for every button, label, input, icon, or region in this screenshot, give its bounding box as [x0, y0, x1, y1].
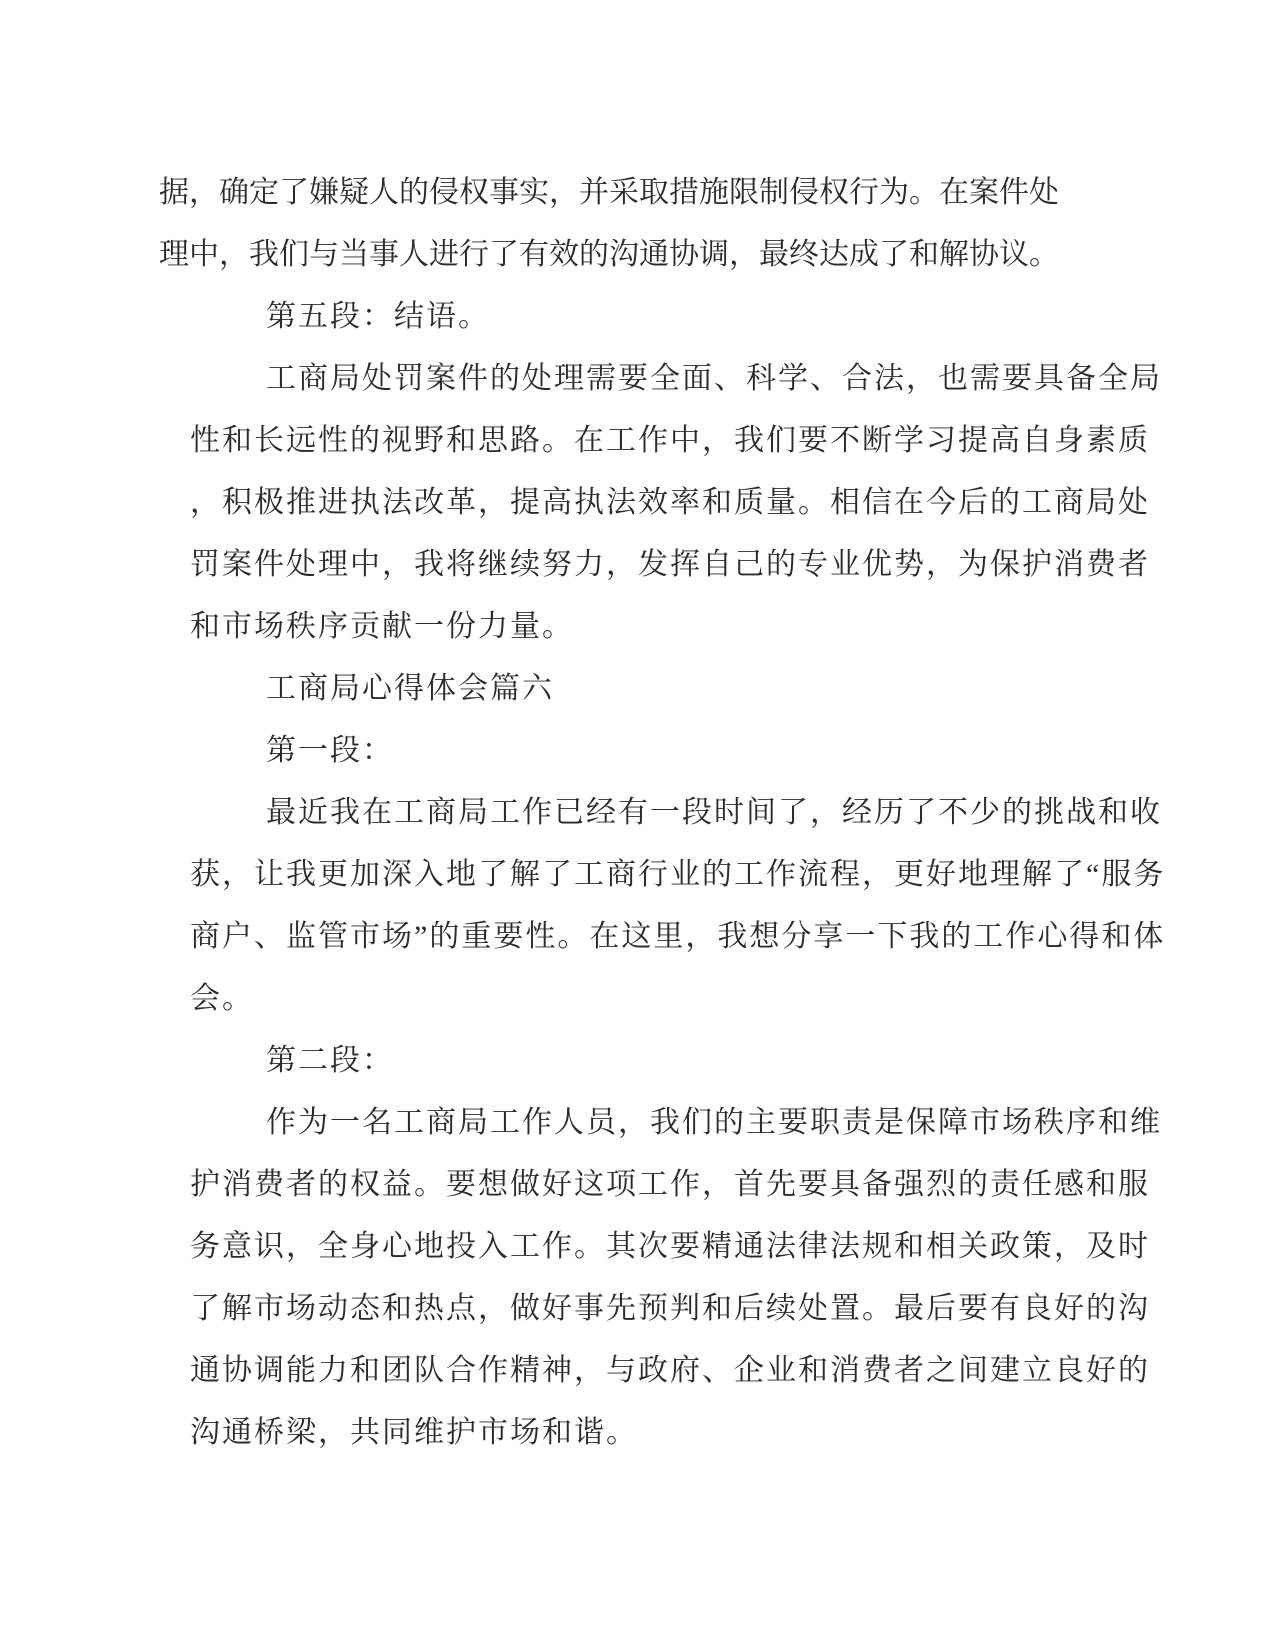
- text-line: 通协调能力和团队合作精神，与政府、企业和消费者之间建立良好的: [190, 1354, 1150, 1387]
- text-line: 第一段：: [266, 734, 394, 767]
- text-line: 会。: [190, 982, 254, 1015]
- document-body: [159, 162, 1169, 1464]
- text-line: 工商局心得体会篇六: [266, 672, 554, 705]
- text-line: 第五段：结语。: [266, 300, 490, 333]
- text-line: 沟通桥梁，共同维护市场和谐。: [190, 1416, 638, 1449]
- text-line: 了解市场动态和热点，做好事先预判和后续处置。最后要有良好的沟: [190, 1292, 1150, 1325]
- text-line: 商户、监管市场”的重要性。在这里，我想分享一下我的工作心得和体: [190, 920, 1166, 953]
- text-line: 护消费者的权益。要想做好这项工作，首先要具备强烈的责任感和服: [190, 1168, 1150, 1201]
- text-line: 最近我在工商局工作已经有一段时间了，经历了不少的挑战和收: [266, 796, 1162, 829]
- text-line: 性和长远性的视野和思路。在工作中，我们要不断学习提高自身素质: [190, 424, 1150, 457]
- text-line: ，积极推进执法改革，提高执法效率和质量。相信在今后的工商局处: [190, 486, 1150, 519]
- text-line: 第二段：: [266, 1044, 394, 1077]
- text-line: 罚案件处理中，我将继续努力，发挥自己的专业优势，为保护消费者: [190, 548, 1150, 581]
- text-line: 和市场秩序贡献一份力量。: [190, 610, 574, 643]
- text-line: 获，让我更加深入地了解了工商行业的工作流程，更好地理解了“服务: [190, 858, 1166, 891]
- text-line: 理中，我们与当事人进行了有效的沟通协调，最终达成了和解协议。: [159, 238, 1059, 271]
- text-line: 工商局处罚案件的处理需要全面、科学、合法，也需要具备全局: [266, 362, 1162, 395]
- text-line: 务意识，全身心地投入工作。其次要精通法律法规和相关政策，及时: [190, 1230, 1150, 1263]
- text-line: 作为一名工商局工作人员，我们的主要职责是保障市场秩序和维: [266, 1106, 1162, 1139]
- text-line: 据，确定了嫌疑人的侵权事实，并采取措施限制侵权行为。在案件处: [159, 176, 1059, 209]
